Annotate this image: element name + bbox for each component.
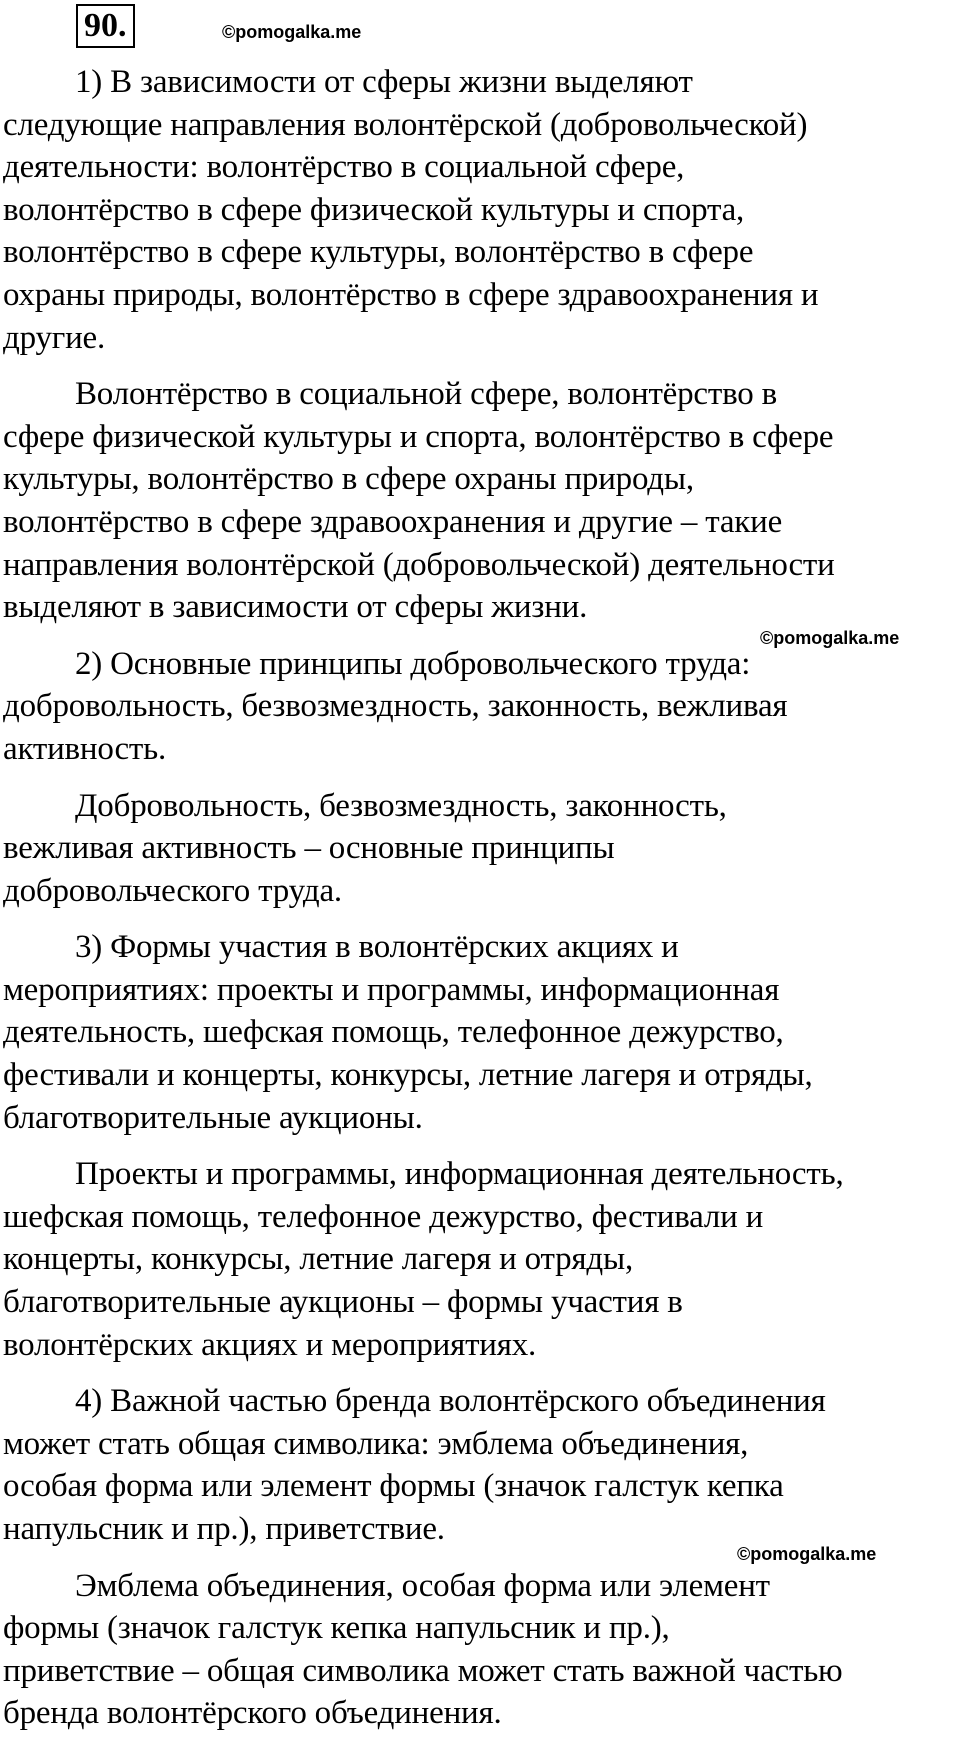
paragraph [3,61,958,359]
text-line: мероприятиях: проекты и программы, информационная [3,971,780,1008]
text-line: волонтёрство в сфере культуры, волонтёрство в сфере [3,234,754,271]
text-line: может стать общая символика: эмблема объединения, [3,1425,749,1462]
watermark-middle: ©pomogalka.me [760,628,900,648]
text-line: деятельность, шефская помощь, телефонное дежурство, [3,1014,784,1051]
paragraph [3,1153,958,1366]
text-line: 1) В зависимости от сферы жизни выделяют [75,64,693,100]
text-line: направления волонтёрской (добровольческой) деятельности [3,546,835,583]
text-line: приветствие – общая символика может стать важной частью [3,1652,843,1689]
text-line: особая форма или элемент формы (значок галстук кепка [3,1468,784,1505]
text-line: деятельности: волонтёрство в социальной сфере, [3,149,685,186]
text-line: сфере физической культуры и спорта, волонтёрство в сфере [3,418,834,455]
watermark-bottom: ©pomogalka.me [737,1544,877,1564]
text-line: добровольность, безвозмездность, законность, вежливая [3,688,788,725]
text-line: добровольческого труда. [3,872,342,909]
paragraph [3,373,958,629]
text-line: активность. [3,730,167,767]
text-line: концерты, конкурсы, летние лагеря и отряды, [3,1241,634,1278]
task-number: 90. [76,4,135,48]
text-line: Эмблема объединения, особая форма или элемент [75,1567,770,1604]
text-line: Волонтёрство в социальной сфере, волонтёрство в [75,376,777,413]
paragraph [3,1565,958,1735]
text-line: благотворительные аукционы – формы участия в [3,1284,683,1321]
text-line: формы (значок галстук кепка напульсник и пр.), [3,1610,670,1647]
text-line: охраны природы, волонтёрство в сфере здравоохранения и [3,276,819,313]
paragraph [3,926,958,1139]
text-line: культуры, волонтёрство в сфере охраны природы, [3,461,694,498]
text-line: 4) Важной частью бренда волонтёрского объединения [75,1383,826,1420]
answer-text [3,61,958,1749]
text-line: волонтёрство в сфере физической культуры и спорта, [3,191,745,228]
watermark-top: ©pomogalka.me [222,22,362,42]
text-line: 3) Формы участия в волонтёрских акциях и [75,929,679,966]
text-line: следующие направления волонтёрской (добровольческой) [3,106,808,143]
paragraph [3,643,958,771]
text-line: другие. [3,319,106,356]
text-line: волонтёрских акциях и мероприятиях. [3,1326,537,1363]
text-line: вежливая активность – основные принципы [3,830,615,867]
text-line: благотворительные аукционы. [3,1099,423,1136]
text-line: Добровольность, безвозмездность, законность, [75,787,727,824]
text-line: напульсник и пр.), приветствие. [3,1511,445,1547]
text-line: бренда волонтёрского объединения. [3,1695,502,1732]
paragraph [3,1380,958,1550]
paragraph [3,785,958,913]
text-line: 2) Основные принципы добровольческого труда: [75,645,751,682]
text-line: Проекты и программы, информационная деятельность, [75,1156,844,1193]
text-line: выделяют в зависимости от сферы жизни. [3,589,588,626]
text-line: шефская помощь, телефонное дежурство, фестивали и [3,1198,764,1235]
text-line: фестивали и концерты, конкурсы, летние лагеря и отряды, [3,1057,813,1094]
text-line: волонтёрство в сфере здравоохранения и другие – такие [3,503,783,540]
